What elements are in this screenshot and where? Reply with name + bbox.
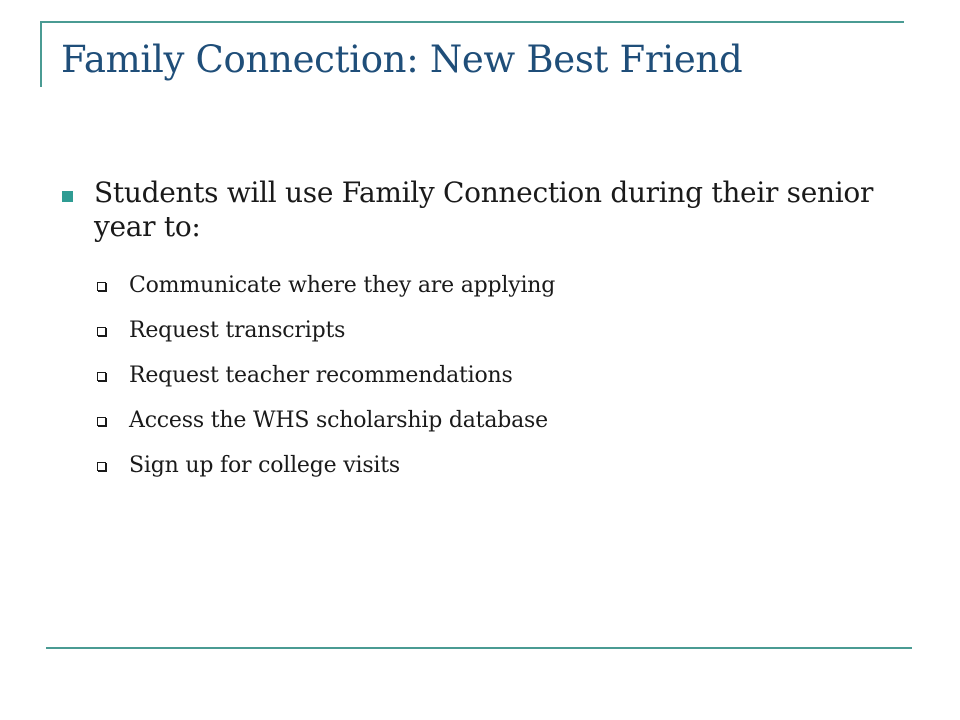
frame-bottom-line	[46, 647, 912, 649]
hollow-square-bullet-icon	[97, 372, 106, 381]
sub-bullet-list	[97, 266, 555, 491]
hollow-square-bullet-icon	[97, 417, 106, 426]
sub-bullet-item	[97, 401, 555, 446]
sub-bullet-text: Request teacher recommendations	[129, 363, 513, 388]
sub-bullet-item	[97, 311, 555, 356]
hollow-square-bullet-icon	[97, 462, 106, 471]
sub-bullet-text: Request transcripts	[129, 318, 346, 343]
sub-bullet-text: Access the WHS scholarship database	[129, 408, 548, 433]
slide-title: Family Connection: New Best Friend	[61, 38, 743, 81]
main-bullet-text: Students will use Family Connection during their senior year to:	[94, 176, 874, 243]
sub-bullet-text: Sign up for college visits	[129, 453, 400, 478]
hollow-square-bullet-icon	[97, 282, 106, 291]
frame-left-line	[40, 21, 42, 87]
sub-bullet-item	[97, 356, 555, 401]
square-bullet-icon	[62, 191, 73, 202]
sub-bullet-item	[97, 266, 555, 311]
hollow-square-bullet-icon	[97, 327, 106, 336]
sub-bullet-text: Communicate where they are applying	[129, 273, 556, 298]
frame-top-line	[40, 21, 904, 23]
sub-bullet-item	[97, 446, 555, 491]
